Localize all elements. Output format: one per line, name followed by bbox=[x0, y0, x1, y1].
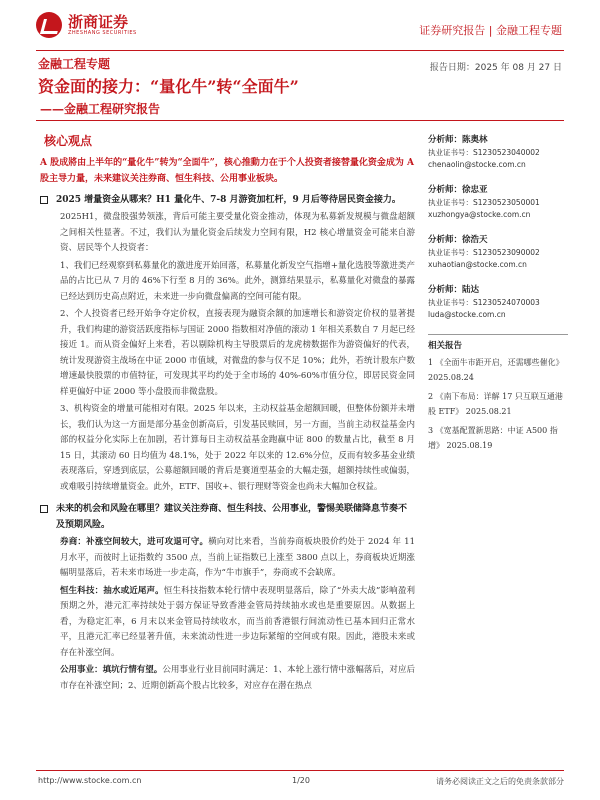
analyst-name: 分析师：徐浩天 bbox=[428, 235, 488, 245]
report-title: 资金面的接力：“量化牛”转“全面牛” bbox=[38, 77, 299, 96]
bullet-text: 2025 增量资金从哪来？H1 量化牛、7-8 月游资加杠杆，9 月后等待居民资金接力。 bbox=[56, 195, 401, 205]
logo-subtext: ZHESHANG SECURITIES bbox=[68, 30, 137, 36]
analyst-block bbox=[428, 184, 568, 221]
bullet-section-1 bbox=[40, 192, 415, 495]
paragraph: 公用事业：填坑行情有望。公用事业行业目前同时满足：1、本轮上涨行情中涨幅落后，对应后市存在补涨空间；2、近期创新高个股占比较多，对应存在潜在热点 bbox=[60, 665, 415, 691]
analyst-email[interactable]: chenaolin@stocke.com.cn bbox=[428, 160, 526, 169]
paragraph: 3、机构资金的增量可能相对有限。2025 年以来，主动权益基金超额回暖，但整体份额并未增长，我们认为这一方面是部分基金创新高后，引发基民赎回，另一方面，当前主动权益基金内部的权益分化实际上在加剧，若计算每日主动权益基金跑赢中证 800 的数量占比，截至 8 月 15 日，其滚动 60 日均值为 48.1%，处于 2022 年以来的 12.6%分位，反而有较多基金业绩表现落后，穿透到底层，公募超额回暖的背后是赛道型基金的大幅走强，超额持续性或偏弱，或难吸引持续增量资金。此外，ETF、国收+、银行理财等资金也尚未大幅加仓权益。 bbox=[60, 404, 415, 492]
analyst-email[interactable]: xuhaotian@stocke.com.cn bbox=[428, 260, 527, 269]
checkbox-bullet-icon bbox=[40, 505, 48, 513]
footer-website-link[interactable]: http://www.stocke.com.cn bbox=[38, 776, 142, 785]
related-report-link[interactable]: 1 《全面牛市距开启，还需哪些催化》 2025.08.24 bbox=[428, 358, 564, 382]
analyst-name: 分析师：陆达 bbox=[428, 285, 480, 295]
analyst-cert: 执业证书号：S1230524070003 bbox=[428, 298, 540, 307]
bullet-text: 未来的机会和风险在哪里？建议关注券商、恒生科技、公用事业，警惕美联储降息节奏不及预期风险。 bbox=[56, 504, 408, 530]
header-category: 证券研究报告 | 金融工程专题 bbox=[419, 24, 562, 37]
analyst-block bbox=[428, 284, 568, 321]
footer-disclaimer: 请务必阅读正文之后的免责条款部分 bbox=[436, 777, 564, 786]
analyst-cert: 执业证书号：S1230523040002 bbox=[428, 148, 540, 157]
core-summary: A 股成將由上半年的“量化牛”转为“全面牛”，核心推動力在于个人投资者接替量化资金成为 A 股主导力量，未来建议关注券商、恒生科技、公用事业板块。 bbox=[40, 158, 414, 184]
analyst-block bbox=[428, 234, 568, 271]
core-view-heading: 核心观点 bbox=[44, 134, 93, 148]
logo-text: 浙商证券 bbox=[68, 13, 129, 31]
section-tag: 金融工程专题 bbox=[38, 57, 111, 71]
analyst-email[interactable]: xuzhongya@stocke.com.cn bbox=[428, 210, 531, 219]
report-date: 报告日期：2025 年 08 月 27 日 bbox=[429, 63, 562, 73]
related-reports-heading: 相关报告 bbox=[428, 334, 568, 351]
paragraph: 券商：补涨空间较大，进可攻退可守。横向对比来看，当前券商板块股价约处于 2024 年 11 月水平，而彼时上证指数约 3500 点，当前上证指数已上涨至 3800 点以上，券商板块近期涨幅明显落后，若未来市场进一步走高，作为“牛市旗手”，券商或不会缺席。 bbox=[60, 537, 415, 578]
paragraph: 恒生科技：抽水或近尾声。恒生科技指数本轮行情中表现明显落后，除了“外卖大战”影响盈利预期之外，港元汇率持续处于弱方保证导致香港金管局持续抽水或也是重要原因。从数据上看，为稳定汇率，6 月末以来金管局持续收水，而当前香港银行间流动性已基本回归正常水平，且港元汇率已经显著升值，未来流动性进一步边际紧缩的空间或有限。因此，港股未来或存在补涨空间。 bbox=[60, 585, 415, 658]
related-report-link[interactable]: 2 《南下布局：详解 17 只互联互通港股 ETF》 2025.08.21 bbox=[428, 392, 563, 416]
analyst-email[interactable]: luda@stocke.com.cn bbox=[428, 310, 506, 319]
header-divider bbox=[36, 50, 564, 51]
paragraph: 1、我们已经观察到私募量化的激进度开始回落，私募量化新发空气指增+量化选股等激进类产品的占比已从 7 月的 46%下行至 8 月的 36%。此外，测算结果显示，私募量化对微盘的暴露已经达到历史高点附近，未来进一步向微盘偏离的空间可能有限。 bbox=[60, 260, 415, 302]
company-logo bbox=[36, 12, 137, 38]
logo-icon bbox=[36, 12, 62, 38]
sidebar bbox=[428, 134, 568, 457]
bullet-section-2 bbox=[40, 501, 415, 694]
analyst-name: 分析师：陈奥林 bbox=[428, 135, 488, 145]
main-content bbox=[40, 132, 415, 696]
page-number: 1/20 bbox=[292, 776, 310, 785]
checkbox-bullet-icon bbox=[40, 196, 48, 204]
report-subtitle: ——金融工程研究报告 bbox=[40, 102, 161, 116]
related-report-link[interactable]: 3 《宽基配置新思路：中证 A500 指增》 2025.08.19 bbox=[428, 426, 558, 450]
analyst-cert: 执业证书号：S1230523090002 bbox=[428, 248, 540, 257]
paragraph: 2025H1，微盘股强势领涨，背后可能主要受量化资金推动，体现为私募新发规模与微盘超额之间相关性显著。不过，我们认为量化资金后续发力空间有限，H2 核心增量资金可能来自游资、居民等个人投资者： bbox=[60, 212, 415, 253]
bullet-heading bbox=[40, 501, 415, 533]
bullet-heading bbox=[40, 192, 415, 208]
title-divider bbox=[36, 120, 564, 121]
analyst-cert: 执业证书号：S1230523050001 bbox=[428, 198, 540, 207]
paragraph: 2、个人投资者已经开始争夺定价权，直接表现为融资余额的加速增长和游资定价权的显著提升，我们构建的游资活跃度指标与国证 2000 指数相对净值的滚动 1 年相关系数自 7 月起已经接近 1。而从资金偏好上来看，若以剔除机构主导股票后的龙虎榜数据作为游资偏好的代表，统计发现游资主战场在中证 2000 市值域，对微盘的参与仅不足 10%；此外，若统计股东户数增速最快股票的市值特征，可发现其平均约处于全市场的 40%-60%市值分位，即居民资金同样更偏好中证 2000 等小盘股而非微盘股。 bbox=[60, 309, 415, 397]
analyst-name: 分析师：徐忠亚 bbox=[428, 185, 488, 195]
report-header bbox=[0, 0, 600, 50]
analyst-block bbox=[428, 134, 568, 171]
page-footer bbox=[36, 770, 564, 790]
